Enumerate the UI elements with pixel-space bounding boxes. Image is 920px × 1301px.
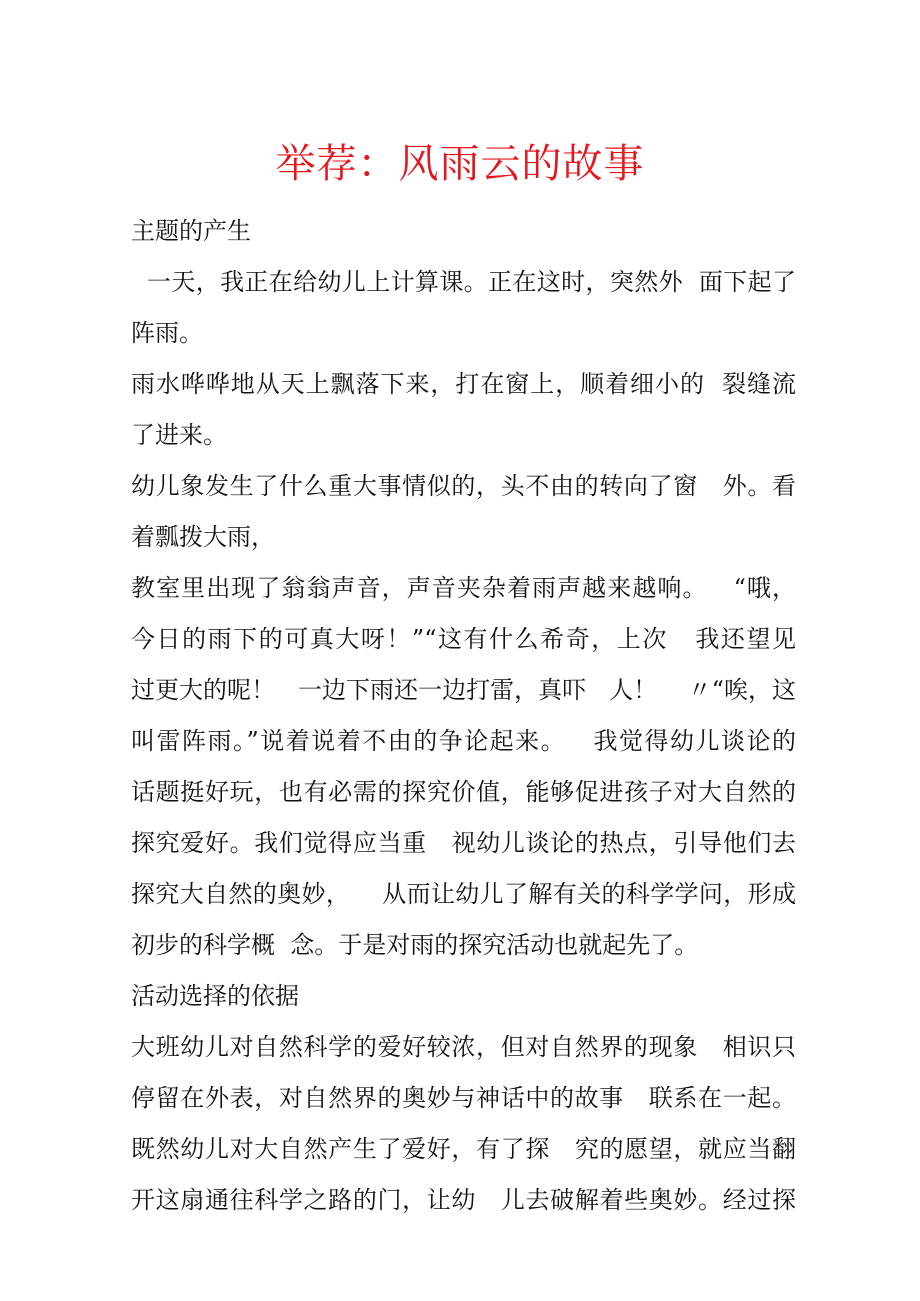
body-line: 初步的科学概 念。于是对雨的探究活动也就起先了。 bbox=[131, 931, 699, 959]
body-line: 雨水哗哗地从天上飘落下来，打在窗上，顺着细小的 裂缝流 bbox=[131, 370, 796, 398]
body-line: 开这扇通往科学之路的门，让幼 儿去破解着些奥妙。经过探 bbox=[131, 1186, 796, 1214]
body-line: 了进来。 bbox=[131, 421, 227, 449]
body-line: 着瓢拨大雨， bbox=[131, 523, 275, 551]
body-line: 活动选择的依据 bbox=[131, 982, 299, 1010]
body-line: 探究爱好。我们觉得应当重 视幼儿谈论的热点，引导他们去 bbox=[131, 829, 796, 857]
body-line: 一天，我正在给幼儿上计算课。正在这时，突然外 面下起了 bbox=[131, 268, 796, 296]
body-line: 教室里出现了翁翁声音，声音夹杂着雨声越来越响。 “哦， bbox=[131, 574, 796, 602]
body-line: 探究大自然的奥妙， 从而让幼儿了解有关的科学学问，形成 bbox=[131, 880, 796, 908]
body-line: 阵雨。 bbox=[131, 319, 203, 347]
body-line: 今日的雨下的可真大呀！”“这有什么希奇，上次 我还望见 bbox=[131, 625, 796, 653]
body-line: 既然幼儿对大自然产生了爱好，有了探 究的愿望，就应当翻 bbox=[131, 1135, 796, 1163]
body-line: 大班幼儿对自然科学的爱好较浓，但对自然界的现象 相识只 bbox=[131, 1033, 796, 1061]
document-title: 举荐：风雨云的故事 bbox=[275, 141, 645, 187]
document-body bbox=[131, 206, 796, 1226]
body-line: 停留在外表，对自然界的奥妙与神话中的故事 联系在一起。 bbox=[131, 1084, 796, 1112]
body-line: 幼儿象发生了什么重大事情似的，头不由的转向了窗 外。看 bbox=[131, 472, 796, 500]
body-line: 主题的产生 bbox=[131, 217, 251, 245]
body-line: 过更大的呢！ 一边下雨还一边打雷，真吓 人！ 〃“唉，这 bbox=[131, 676, 796, 704]
body-line: 话题挺好玩，也有必需的探究价值，能够促进孩子对大自然的 bbox=[131, 778, 796, 806]
body-line: 叫雷阵雨。”说着说着不由的争论起来。 我觉得幼儿谈论的 bbox=[131, 727, 796, 755]
